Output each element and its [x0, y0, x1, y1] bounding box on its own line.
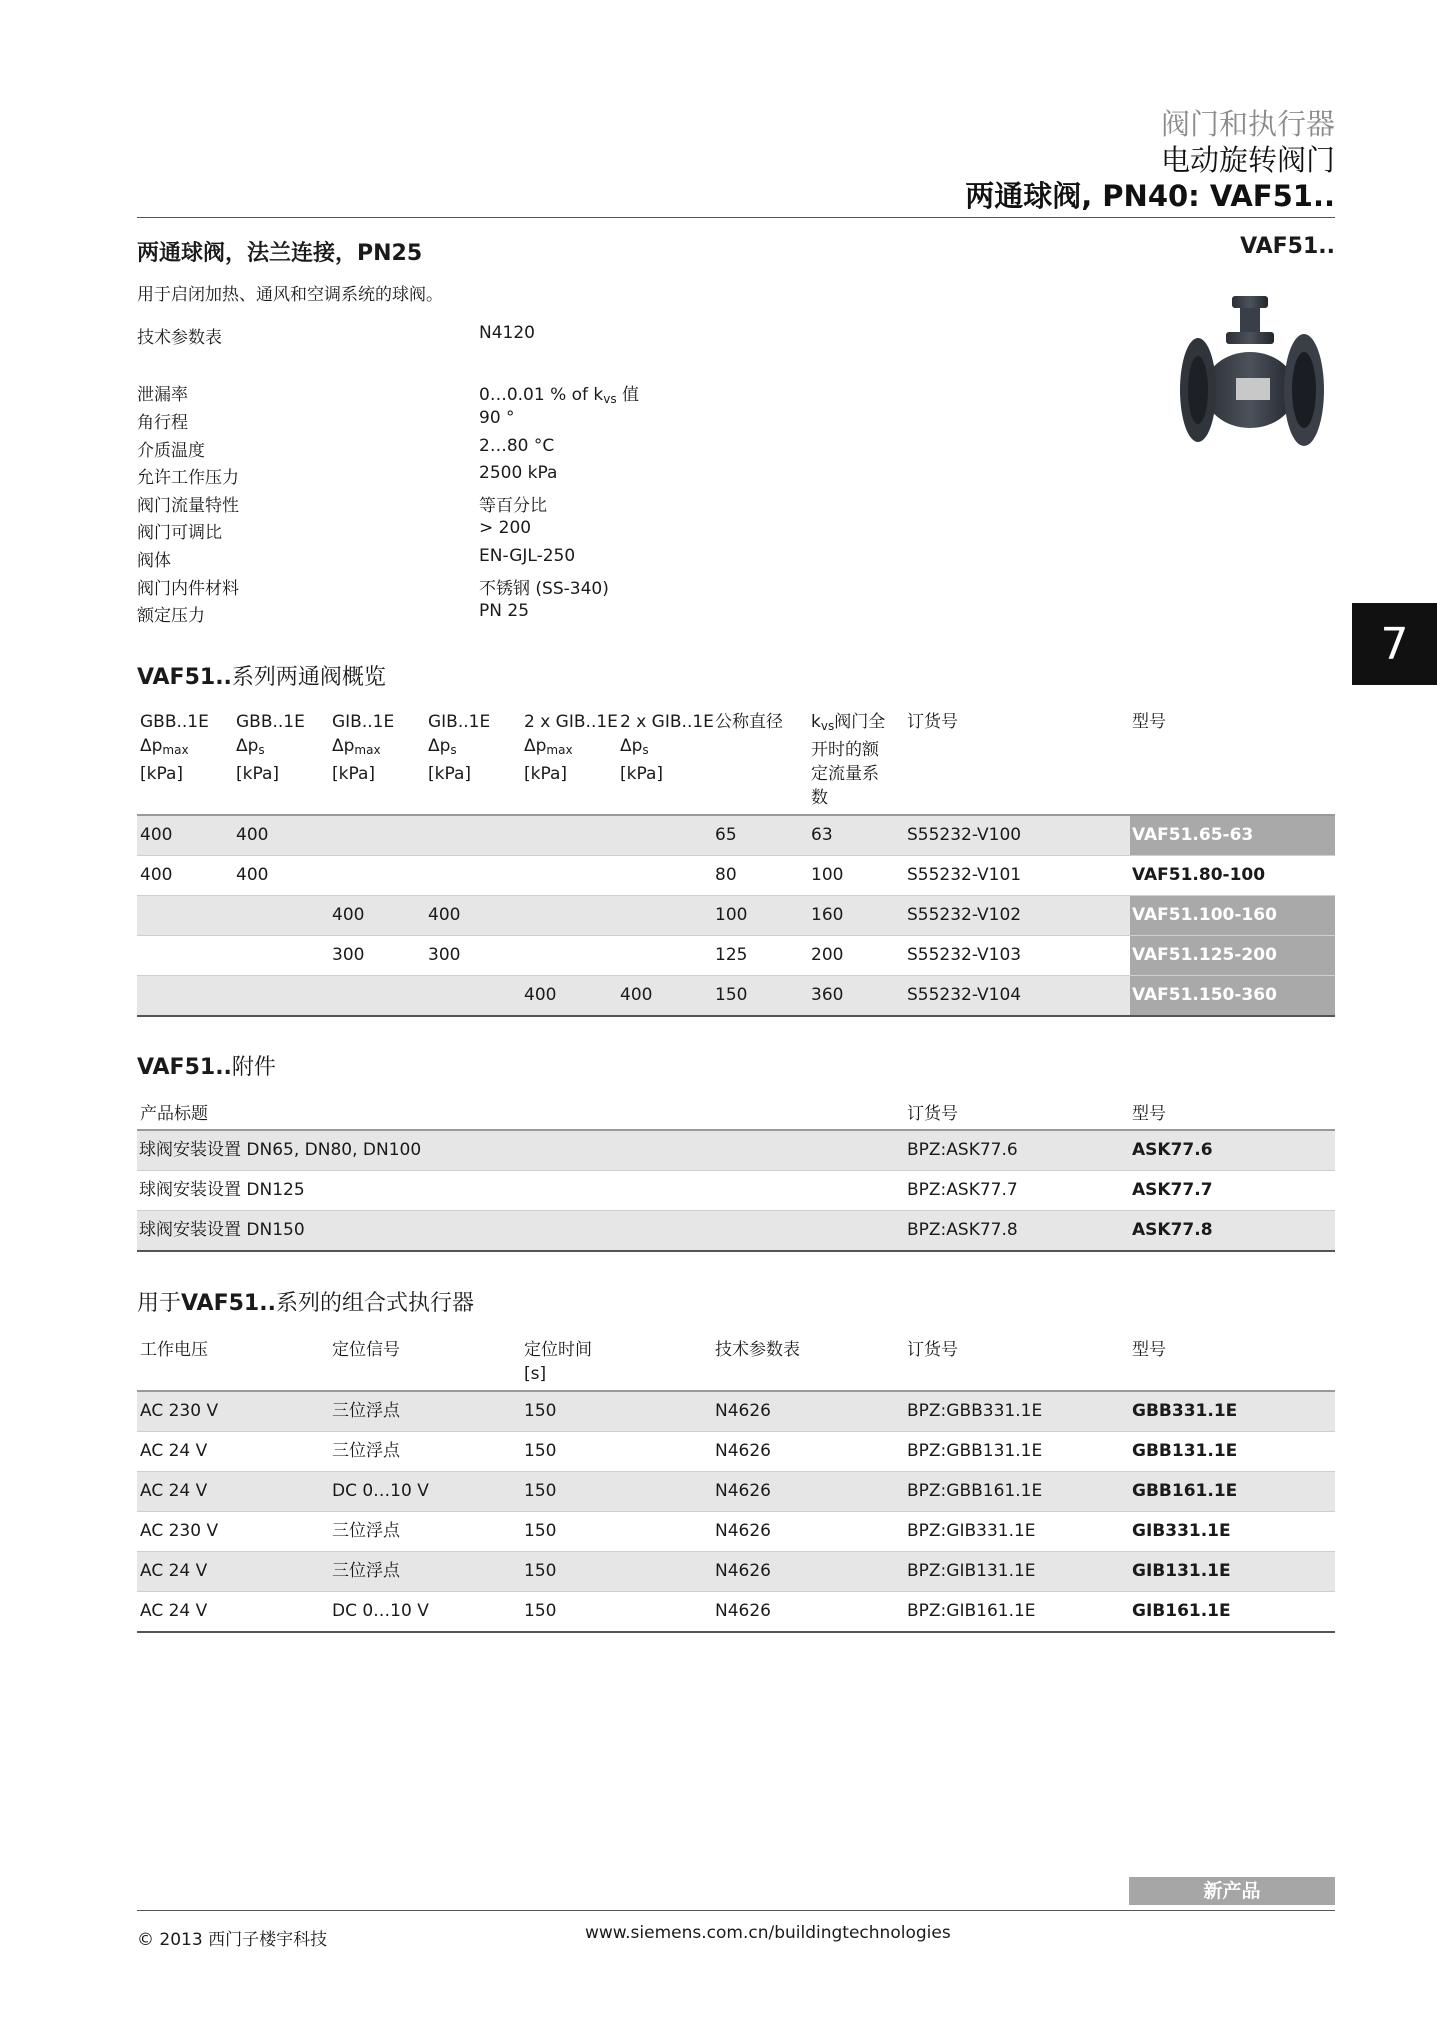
cell-voltage: AC 24 V: [140, 1561, 208, 1581]
section-intro: 用于启闭加热、通风和空调系统的球阀。: [137, 285, 443, 305]
section-code: VAF51..: [1240, 234, 1335, 259]
col-header-time: 定位时间 [s]: [524, 1340, 592, 1384]
spec-label: 技术参数表: [137, 328, 222, 348]
spec-row: [137, 408, 837, 436]
table-row: [137, 1431, 1335, 1471]
spec-row: [137, 601, 837, 629]
cell-order: S55232-V103: [907, 945, 1022, 965]
accessories-table-body: [137, 1129, 1335, 1252]
cell-order: BPZ:GBB131.1E: [907, 1441, 1043, 1461]
cell-type[interactable]: GBB161.1E: [1132, 1481, 1238, 1501]
cell-order: BPZ:ASK77.6: [907, 1140, 1018, 1160]
valve-overview-table: [137, 710, 1335, 1017]
cell-ds: N4626: [715, 1401, 771, 1421]
col-header-voltage: 工作电压: [140, 1340, 208, 1360]
cell-time: 150: [524, 1601, 557, 1621]
col-header-datasheet: 技术参数表: [715, 1340, 800, 1360]
cell-type[interactable]: GIB331.1E: [1132, 1521, 1231, 1541]
spec-row: [137, 518, 837, 546]
cell-c1: 400: [140, 825, 173, 845]
spec-label: 阀门内件材料: [137, 579, 239, 599]
spec-row: [137, 323, 837, 351]
footer-rule: [137, 1910, 1335, 1911]
cell-type[interactable]: GIB131.1E: [1132, 1561, 1231, 1581]
cell-type[interactable]: GBB331.1E: [1132, 1401, 1238, 1421]
spec-row: [137, 546, 837, 574]
table-row: [137, 1210, 1335, 1250]
col-header-dp: 2 x GIB..1E $\Delta p_s$ [kPa]: [620, 712, 714, 784]
spec-label: 允许工作压力: [137, 468, 239, 488]
cell-order: S55232-V100: [907, 825, 1022, 845]
overview-heading: VAF51..系列两通阀概览: [137, 665, 386, 690]
cell-order: BPZ:GIB131.1E: [907, 1561, 1036, 1581]
cell-order: S55232-V104: [907, 985, 1022, 1005]
spec-value: 不锈钢 (SS-340): [479, 579, 609, 599]
cell-type-link[interactable]: VAF51.80-100: [1132, 865, 1266, 885]
col-header-product: 产品标题: [140, 1104, 208, 1124]
spec-label: 额定压力: [137, 606, 205, 626]
cell-c2: 400: [236, 825, 269, 845]
cell-dn: 100: [715, 905, 748, 925]
cell-signal: DC 0…10 V: [332, 1481, 429, 1501]
cell-dn: 80: [715, 865, 737, 885]
spec-row: [137, 436, 837, 464]
cell-kvs: 200: [811, 945, 844, 965]
cell-type-link[interactable]: VAF51.150-360: [1130, 976, 1335, 1015]
footer-copyright: © 2013 西门子楼宇科技: [137, 1930, 328, 1950]
table-row: [137, 1170, 1335, 1210]
spec-row: [137, 380, 837, 408]
col-header-dp: GBB..1E $\Delta p_{max}$ [kPa]: [140, 712, 209, 784]
col-header-kvs: $k_{vs}$阀门全 开时的额 定流量系 数: [811, 712, 886, 808]
cell-signal: 三位浮点: [332, 1561, 400, 1581]
spec-value: > 200: [479, 518, 532, 538]
accessories-heading: VAF51..附件: [137, 1055, 276, 1080]
ball-valve-photo: [1170, 290, 1330, 460]
table-row: [137, 975, 1335, 1015]
cell-signal: 三位浮点: [332, 1521, 400, 1541]
cell-type[interactable]: ASK77.7: [1132, 1180, 1213, 1200]
header-subcategory: 电动旋转阀门: [1160, 143, 1335, 177]
col-header-dn: 公称直径: [715, 712, 783, 732]
col-header-order: 订货号: [907, 712, 958, 732]
cell-voltage: AC 230 V: [140, 1521, 219, 1541]
cell-c3: 300: [332, 945, 365, 965]
cell-c2: 400: [236, 865, 269, 885]
accessories-table-header: [137, 1102, 1335, 1129]
col-header-dp: GIB..1E $\Delta p_{max}$ [kPa]: [332, 712, 395, 784]
cell-time: 150: [524, 1481, 557, 1501]
overview-table-header: [137, 710, 1335, 814]
new-product-badge: 新产品: [1129, 1877, 1335, 1905]
cell-order: BPZ:ASK77.8: [907, 1220, 1018, 1240]
chapter-tab[interactable]: 7: [1352, 603, 1437, 685]
cell-product: 球阀安装设置 DN125: [139, 1180, 305, 1200]
cell-dn: 65: [715, 825, 737, 845]
table-row: [137, 935, 1335, 975]
spec-value: N4120: [479, 323, 535, 343]
spec-label: 阀门可调比: [137, 523, 222, 543]
cell-order: S55232-V102: [907, 905, 1022, 925]
cell-c6: 400: [620, 985, 653, 1005]
table-row: [137, 814, 1335, 855]
spec-row: [137, 491, 837, 519]
cell-product: 球阀安装设置 DN65, DN80, DN100: [139, 1140, 422, 1160]
cell-c4: 400: [428, 905, 461, 925]
spec-value: 2…80 °C: [479, 436, 555, 456]
cell-type-link[interactable]: VAF51.100-160: [1130, 896, 1335, 935]
cell-kvs: 360: [811, 985, 844, 1005]
spec-row: [137, 574, 837, 602]
spec-label: 泄漏率: [137, 385, 188, 405]
col-header-type: 型号: [1132, 1104, 1166, 1124]
spec-label: 角行程: [137, 413, 188, 433]
col-header-type: 型号: [1132, 712, 1166, 732]
cell-type[interactable]: ASK77.8: [1132, 1220, 1213, 1240]
spec-value: 90 °: [479, 408, 515, 428]
cell-voltage: AC 24 V: [140, 1441, 208, 1461]
overview-table-body: [137, 814, 1335, 1017]
header-rule: [137, 217, 1335, 218]
header-product: 两通球阀, PN40: VAF51..: [965, 179, 1335, 213]
cell-order: BPZ:GBB331.1E: [907, 1401, 1043, 1421]
spec-value: EN-GJL-250: [479, 546, 576, 566]
cell-signal: 三位浮点: [332, 1401, 400, 1421]
cell-ds: N4626: [715, 1601, 771, 1621]
cell-signal: 三位浮点: [332, 1441, 400, 1461]
cell-c5: 400: [524, 985, 557, 1005]
table-row: [137, 1511, 1335, 1551]
cell-time: 150: [524, 1441, 557, 1461]
cell-time: 150: [524, 1401, 557, 1421]
actuators-heading: 用于VAF51..系列的组合式执行器: [137, 1291, 474, 1316]
cell-c4: 300: [428, 945, 461, 965]
section-title: 两通球阀，法兰连接，PN25: [137, 241, 423, 266]
table-row: [137, 1551, 1335, 1591]
header-category: 阀门和执行器: [1160, 107, 1335, 141]
cell-kvs: 160: [811, 905, 844, 925]
col-header-dp: GBB..1E $\Delta p_s$ [kPa]: [236, 712, 305, 784]
actuators-table: [137, 1338, 1335, 1633]
cell-order: BPZ:ASK77.7: [907, 1180, 1018, 1200]
spec-row: [137, 463, 837, 491]
col-header-dp: 2 x GIB..1E $\Delta p_{max}$ [kPa]: [524, 712, 618, 784]
cell-kvs: 63: [811, 825, 833, 845]
cell-signal: DC 0…10 V: [332, 1601, 429, 1621]
spec-value: 2500 kPa: [479, 463, 558, 483]
cell-type[interactable]: GBB131.1E: [1132, 1441, 1238, 1461]
cell-order: BPZ:GIB161.1E: [907, 1601, 1036, 1621]
cell-type[interactable]: GIB161.1E: [1132, 1601, 1231, 1621]
cell-order: S55232-V101: [907, 865, 1022, 885]
cell-ds: N4626: [715, 1481, 771, 1501]
cell-dn: 125: [715, 945, 748, 965]
cell-time: 150: [524, 1561, 557, 1581]
cell-voltage: AC 24 V: [140, 1481, 208, 1501]
cell-c1: 400: [140, 865, 173, 885]
table-row: [137, 1471, 1335, 1511]
col-header-type: 型号: [1132, 1340, 1166, 1360]
cell-c3: 400: [332, 905, 365, 925]
cell-order: BPZ:GIB331.1E: [907, 1521, 1036, 1541]
accessories-table: [137, 1102, 1335, 1252]
cell-type[interactable]: ASK77.6: [1132, 1140, 1213, 1160]
table-row: [137, 895, 1335, 935]
spec-value: 0…0.01 % of $k_{vs}$ 值: [479, 385, 640, 406]
cell-order: BPZ:GBB161.1E: [907, 1481, 1043, 1501]
cell-ds: N4626: [715, 1441, 771, 1461]
col-header-order: 订货号: [907, 1104, 958, 1124]
spec-label: 阀门流量特性: [137, 496, 239, 516]
col-header-order: 订货号: [907, 1340, 958, 1360]
actuators-table-header: [137, 1338, 1335, 1390]
table-row: [137, 1129, 1335, 1170]
col-header-signal: 定位信号: [332, 1340, 400, 1360]
table-row: [137, 1591, 1335, 1631]
col-header-dp: GIB..1E $\Delta p_s$ [kPa]: [428, 712, 491, 784]
cell-ds: N4626: [715, 1561, 771, 1581]
table-row: [137, 1390, 1335, 1431]
cell-product: 球阀安装设置 DN150: [139, 1220, 305, 1240]
cell-type-link[interactable]: VAF51.65-63: [1130, 816, 1335, 855]
cell-dn: 150: [715, 985, 748, 1005]
spec-label: 介质温度: [137, 441, 205, 461]
cell-ds: N4626: [715, 1521, 771, 1541]
spec-value: 等百分比: [479, 496, 547, 516]
actuators-table-body: [137, 1390, 1335, 1633]
spec-value: PN 25: [479, 601, 530, 621]
cell-time: 150: [524, 1521, 557, 1541]
cell-voltage: AC 230 V: [140, 1401, 219, 1421]
cell-kvs: 100: [811, 865, 844, 885]
table-row: [137, 855, 1335, 895]
cell-voltage: AC 24 V: [140, 1601, 208, 1621]
spec-label: 阀体: [137, 551, 171, 571]
cell-type-link[interactable]: VAF51.125-200: [1130, 936, 1335, 975]
footer-url[interactable]: www.siemens.com.cn/buildingtechnologies: [585, 1923, 951, 1943]
